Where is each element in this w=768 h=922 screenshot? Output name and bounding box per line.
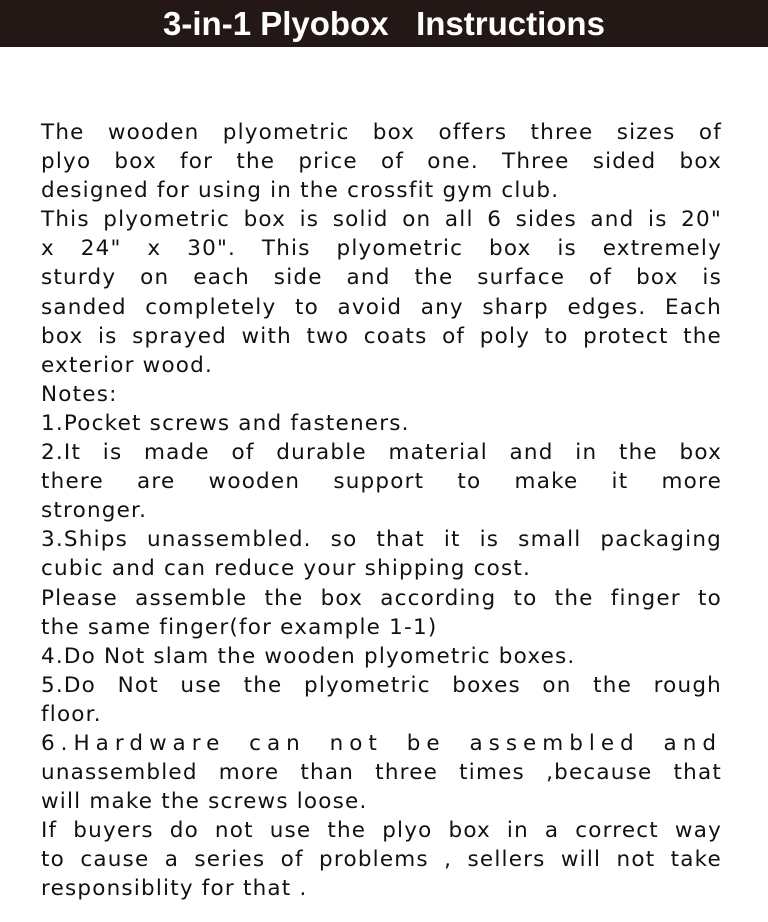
text-line: 6.Hardware can not be assembled and — [41, 730, 722, 756]
text-line: there are wooden support to make it more — [41, 469, 722, 495]
text-line: The wooden plyometric box offers three sizes of — [41, 120, 722, 145]
text-line: stronger. — [41, 498, 148, 524]
text-line: 2.It is made of durable material and in the box — [41, 440, 722, 466]
text-line: sanded completely to avoid any sharp edges. Each — [41, 294, 722, 320]
text-line: unassembled more than three times ,because that — [41, 760, 722, 786]
text-line: box is sprayed with two coats of poly to protect the — [41, 323, 722, 349]
text-line: Please assemble the box according to the finger to — [41, 585, 722, 611]
text-line: designed for using in the crossfit gym club. — [41, 178, 560, 204]
instructions-text — [41, 118, 722, 904]
text-line: x 24" x 30". This plyometric box is extremely — [41, 236, 722, 262]
text-line: will make the screws loose. — [41, 789, 368, 815]
text-line: exterior wood. — [41, 352, 214, 378]
text-line: responsiblity for that . — [41, 876, 308, 902]
text-line: floor. — [41, 701, 102, 727]
text-line: the same finger(for example 1-1) — [41, 614, 438, 640]
text-line: 1.Pocket screws and fasteners. — [41, 410, 410, 436]
text-line: to cause a series of problems , sellers will not take — [41, 847, 722, 873]
text-line: 5.Do Not use the plyometric boxes on the rough — [41, 672, 722, 698]
text-line: cubic and can reduce your shipping cost. — [41, 556, 532, 582]
text-line: This plyometric box is solid on all 6 sides and is 20" — [41, 207, 722, 233]
text-line: 3.Ships unassembled. so that it is small packaging — [41, 527, 722, 553]
page-title: 3-in-1 Plyobox Instructions — [0, 0, 768, 47]
text-line: If buyers do not use the plyo box in a correct way — [41, 818, 722, 844]
text-line: Notes: — [41, 381, 118, 407]
text-line: sturdy on each side and the surface of box is — [41, 265, 722, 291]
text-line: plyo box for the price of one. Three sided box — [41, 149, 722, 175]
text-line: 4.Do Not slam the wooden plyometric boxes. — [41, 643, 576, 669]
